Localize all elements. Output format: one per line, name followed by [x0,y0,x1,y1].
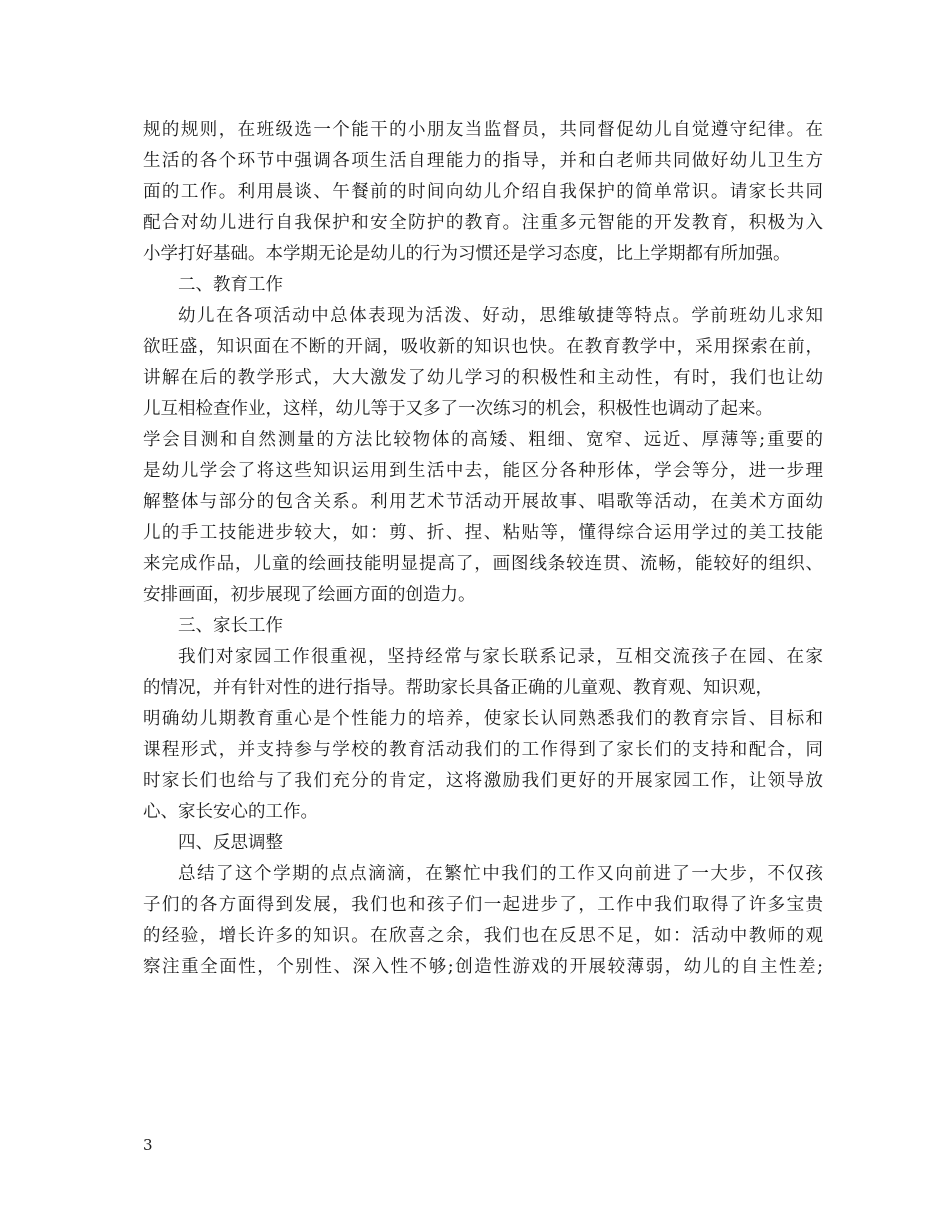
section-heading-parents: 三、家长工作 [178,616,283,636]
text-line: 儿互相检查作业，这样，幼儿等于又多了一次练习的机会，积极性也调动了起来。 [143,399,773,419]
text-line: 配合对幼儿进行自我保护和安全防护的教育。注重多元智能的开发教育，积极为入 [143,213,823,233]
text-line: 总结了这个学期的点点滴滴，在繁忙中我们的工作又向前进了一大步，不仅孩 [178,864,823,884]
text-line: 解整体与部分的包含关系。利用艺术节活动开展故事、唱歌等活动，在美术方面幼 [143,492,823,512]
text-line: 生活的各个环节中强调各项生活自理能力的指导，并和白老师共同做好幼儿卫生方 [143,151,823,171]
text-line: 幼儿在各项活动中总体表现为活泼、好动，思维敏捷等特点。学前班幼儿求知 [178,306,823,326]
text-line: 子们的各方面得到发展，我们也和孩子们一起进步了，工作中我们取得了许多宝贵 [143,895,823,915]
text-line: 儿的手工技能进步较大，如：剪、折、捏、粘贴等，懂得综合运用学过的美工技能 [143,523,823,543]
text-line: 课程形式，并支持参与学校的教育活动我们的工作得到了家长们的支持和配合，同 [143,740,823,760]
text-line: 的经验，增长许多的知识。在欣喜之余，我们也在反思不足，如：活动中教师的观 [143,926,823,946]
text-line: 我们对家园工作很重视，坚持经常与家长联系记录，互相交流孩子在园、在家 [178,647,823,667]
text-line: 小学打好基础。本学期无论是幼儿的行为习惯还是学习态度，比上学期都有所加强。 [143,244,791,264]
page-number: 3 [143,1136,153,1154]
text-line: 欲旺盛，知识面在不断的开阔，吸收新的知识也快。在教育教学中，采用探索在前， [143,337,823,357]
document-body [143,115,823,983]
text-line: 心、家长安心的工作。 [143,802,318,822]
text-line: 讲解在后的教学形式，大大激发了幼儿学习的积极性和主动性，有时，我们也让幼 [143,368,823,388]
section-heading-reflection: 四、反思调整 [178,833,283,853]
text-line: 规的规则，在班级选一个能干的小朋友当监督员，共同督促幼儿自觉遵守纪律。在 [143,120,823,140]
text-line: 安排画面，初步展现了绘画方面的创造力。 [143,585,476,605]
text-line: 来完成作品，儿童的绘画技能明显提高了，画图线条较连贯、流畅，能较好的组织、 [143,554,823,574]
text-line: 的情况，并有针对性的进行指导。帮助家长具备正确的儿童观、教育观、知识观， [143,678,773,698]
text-line: 明确幼儿期教育重心是个性能力的培养，使家长认同熟悉我们的教育宗旨、目标和 [143,709,823,729]
section-heading-education: 二、教育工作 [178,275,283,295]
text-line: 察注重全面性，个别性、深入性不够;创造性游戏的开展较薄弱，幼儿的自主性差; [143,957,823,977]
text-line: 学会目测和自然测量的方法比较物体的高矮、粗细、宽窄、远近、厚薄等;重要的 [143,430,823,450]
text-line: 面的工作。利用晨谈、午餐前的时间向幼儿介绍自我保护的简单常识。请家长共同 [143,182,823,202]
text-line: 时家长们也给与了我们充分的肯定，这将激励我们更好的开展家园工作，让领导放 [143,771,823,791]
text-line: 是幼儿学会了将这些知识运用到生活中去，能区分各种形体，学会等分，进一步理 [143,461,823,481]
